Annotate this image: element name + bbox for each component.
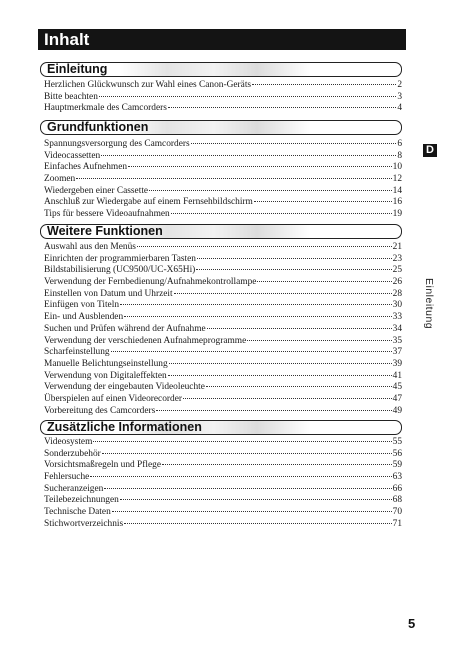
toc-entry[interactable]	[44, 406, 402, 418]
toc-entry-text: Einfaches Aufnehmen	[44, 162, 128, 173]
toc-entry-text: Ein- und Ausblenden	[44, 312, 124, 323]
toc-entry[interactable]	[44, 186, 402, 198]
toc-entry-page: 33	[392, 312, 402, 323]
toc-entry[interactable]	[44, 277, 402, 289]
toc-entry[interactable]	[44, 265, 402, 277]
page-title: Inhalt	[38, 29, 406, 50]
toc-entry-page: 63	[392, 472, 402, 483]
toc-entry[interactable]	[44, 103, 402, 115]
toc-entry-page: 30	[392, 300, 402, 311]
leader-dots	[112, 510, 392, 512]
toc-entry-text: Herzlichen Glückwunsch zur Wahl eines Canon-Geräts	[44, 80, 252, 90]
toc-entry[interactable]	[44, 139, 402, 151]
toc-entry-text: Verwendung der Fernbedienung/Aufnahmekontrollampe	[44, 277, 257, 288]
leader-dots	[168, 106, 396, 108]
toc-list-zusaetzliche-informationen	[44, 437, 402, 531]
section-heading: Zusätzliche Informationen	[47, 420, 202, 434]
toc-entry-page: 37	[392, 347, 402, 358]
leader-dots	[196, 268, 391, 270]
toc-entry-text: Bildstabilisierung (UC9500/UC-X65Hi)	[44, 265, 196, 276]
toc-entry-text: Vorbereitung des Camcorders	[44, 405, 156, 416]
toc-entry-page: 19	[392, 209, 402, 220]
toc-list-grundfunktionen	[44, 139, 402, 221]
toc-entry-text: Einfügen von Titeln	[44, 300, 120, 311]
leader-dots	[254, 200, 392, 202]
toc-entry-page: 59	[392, 460, 402, 471]
leader-dots	[206, 385, 392, 387]
toc-entry-page: 26	[392, 277, 402, 288]
toc-entry-text: Scharfeinstellung	[44, 347, 110, 358]
section-header-einleitung	[40, 62, 402, 77]
leader-dots	[120, 303, 392, 305]
toc-entry-text: Technische Daten	[44, 507, 111, 518]
toc-entry-page: 35	[392, 335, 402, 346]
toc-entry[interactable]	[44, 484, 402, 496]
leader-dots	[207, 327, 392, 329]
leader-dots	[174, 292, 392, 294]
toc-list-einleitung	[44, 80, 402, 115]
toc-entry[interactable]	[44, 359, 402, 371]
toc-entry[interactable]	[44, 382, 402, 394]
toc-entry-page: 28	[392, 288, 402, 299]
toc-entry[interactable]	[44, 197, 402, 209]
toc-entry[interactable]	[44, 324, 402, 336]
toc-entry[interactable]	[44, 92, 402, 104]
leader-dots	[171, 212, 392, 214]
leader-dots	[247, 339, 391, 341]
toc-entry-page: 14	[392, 185, 402, 196]
toc-entry-text: Sonderzubehör	[44, 448, 101, 459]
leader-dots	[156, 409, 391, 411]
toc-entry-text: Stichwortverzeichnis	[44, 518, 124, 529]
toc-entry-text: Verwendung der verschiedenen Aufnahmeprogramme	[44, 335, 247, 346]
leader-dots	[137, 245, 392, 247]
section-heading: Grundfunktionen	[47, 120, 149, 134]
toc-entry-page: 12	[392, 174, 402, 185]
leader-dots	[257, 280, 391, 282]
toc-entry-text: Videosystem	[44, 437, 93, 447]
toc-entry-page: 25	[392, 265, 402, 276]
toc-entry[interactable]	[44, 394, 402, 406]
toc-entry-text: Wiedergeben einer Cassette	[44, 185, 149, 196]
section-header-grundfunktionen	[40, 120, 402, 135]
leader-dots	[124, 315, 391, 317]
toc-entry-text: Einrichten der programmierbaren Tasten	[44, 253, 196, 264]
leader-dots	[169, 362, 392, 364]
toc-entry[interactable]	[44, 300, 402, 312]
toc-entry-text: Videocassetten	[44, 150, 101, 161]
toc-entry-page: 4	[397, 103, 402, 114]
leader-dots	[149, 189, 392, 191]
toc-entry[interactable]	[44, 80, 402, 92]
language-tab: D	[423, 144, 437, 157]
page-number: 5	[408, 616, 416, 631]
toc-entry-text: Bitte beachten	[44, 91, 98, 102]
toc-entry-page: 8	[397, 150, 402, 161]
toc-entry-page: 56	[392, 448, 402, 459]
leader-dots	[168, 374, 392, 376]
toc-entry[interactable]	[44, 371, 402, 383]
toc-entry-text: Tips für bessere Videoaufnahmen	[44, 209, 170, 220]
toc-entry-page: 23	[392, 253, 402, 264]
leader-dots	[124, 522, 391, 524]
toc-entry-text: Manuelle Belichtungseinstellung	[44, 358, 168, 369]
leader-dots	[102, 452, 392, 454]
toc-entry-text: Spannungsversorgung des Camcorders	[44, 139, 190, 149]
toc-entry-page: 21	[392, 242, 402, 252]
leader-dots	[101, 154, 396, 156]
toc-entry-text: Einstellen von Datum und Uhrzeit	[44, 288, 173, 299]
section-header-weitere-funktionen	[40, 224, 402, 239]
toc-entry[interactable]	[44, 312, 402, 324]
leader-dots	[128, 165, 392, 167]
toc-entry-text: Vorsichtsmaßregeln und Pflege	[44, 460, 161, 471]
toc-entry[interactable]	[44, 151, 402, 163]
toc-entry-page: 45	[392, 382, 402, 393]
toc-entry[interactable]	[44, 174, 402, 186]
leader-dots	[162, 463, 392, 465]
leader-dots	[93, 440, 391, 442]
toc-entry[interactable]	[44, 336, 402, 348]
toc-entry-page: 66	[392, 483, 402, 494]
toc-entry-page: 49	[392, 405, 402, 416]
leader-dots	[76, 177, 391, 179]
leader-dots	[191, 142, 397, 144]
toc-entry[interactable]	[44, 347, 402, 359]
toc-entry-page: 68	[392, 495, 402, 506]
toc-entry-text: Suchen und Prüfen während der Aufnahme	[44, 323, 206, 334]
toc-entry-page: 34	[392, 323, 402, 334]
leader-dots	[90, 475, 391, 477]
toc-entry-text: Verwendung der eingebauten Videoleuchte	[44, 382, 205, 393]
side-section-label: Einleitung	[423, 278, 435, 330]
toc-entry-page: 6	[397, 139, 402, 149]
leader-dots	[197, 257, 392, 259]
leader-dots	[99, 95, 396, 97]
toc-entry-text: Zoomen	[44, 174, 76, 185]
toc-entry-text: Fehlersuche	[44, 472, 90, 483]
toc-entry[interactable]	[44, 254, 402, 266]
toc-entry-text: Anschluß zur Wiedergabe auf einem Fernsehbildschirm	[44, 197, 253, 208]
toc-entry-page: 70	[392, 507, 402, 518]
toc-entry-page: 16	[392, 197, 402, 208]
leader-dots	[183, 397, 392, 399]
toc-entry-page: 2	[397, 80, 402, 90]
toc-entry-text: Auswahl aus den Menüs	[44, 242, 136, 252]
section-heading: Einleitung	[47, 62, 108, 76]
toc-entry-page: 55	[392, 437, 402, 447]
leader-dots	[104, 487, 391, 489]
section-heading: Weitere Funktionen	[47, 224, 163, 238]
toc-entry[interactable]	[44, 449, 402, 461]
toc-entry[interactable]	[44, 519, 402, 531]
toc-entry[interactable]	[44, 460, 402, 472]
leader-dots	[252, 83, 396, 85]
leader-dots	[111, 350, 392, 352]
toc-entry-page: 71	[392, 518, 402, 529]
toc-entry-page: 47	[392, 393, 402, 404]
toc-entry[interactable]	[44, 437, 402, 449]
toc-entry-page: 39	[392, 358, 402, 369]
toc-entry[interactable]	[44, 507, 402, 519]
section-header-zusaetzliche-informationen	[40, 420, 402, 435]
toc-entry-text: Hauptmerkmale des Camcorders	[44, 103, 167, 114]
toc-entry-page: 10	[392, 162, 402, 173]
toc-entry[interactable]	[44, 495, 402, 507]
toc-entry-page: 41	[392, 370, 402, 381]
toc-list-weitere-funktionen	[44, 242, 402, 417]
toc-entry-text: Verwendung von Digitaleffekten	[44, 370, 167, 381]
toc-entry[interactable]	[44, 289, 402, 301]
toc-entry-text: Überspielen auf einen Videorecorder	[44, 393, 183, 404]
toc-entry[interactable]	[44, 209, 402, 221]
toc-entry-text: Teilebezeichnungen	[44, 495, 119, 506]
toc-entry-text: Sucheranzeigen	[44, 483, 104, 494]
leader-dots	[120, 498, 392, 500]
toc-entry-page: 3	[397, 91, 402, 102]
toc-entry[interactable]	[44, 472, 402, 484]
toc-entry[interactable]	[44, 242, 402, 254]
toc-entry[interactable]	[44, 162, 402, 174]
